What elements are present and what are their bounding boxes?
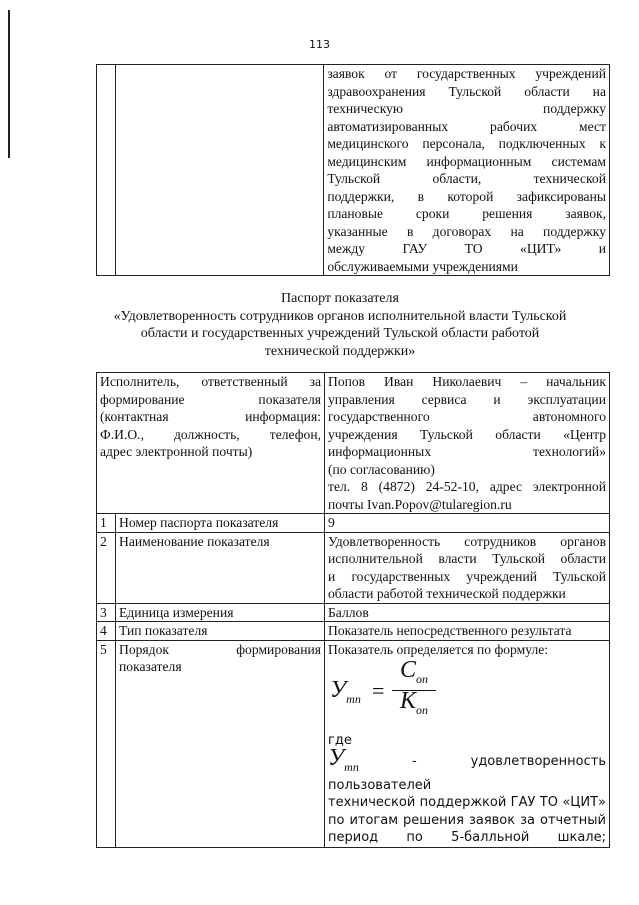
passport-heading: Паспорт показателя [281,291,399,306]
text-line: обслуживаемыми учреждениями [327,258,518,274]
table-row [97,514,610,533]
formula-fraction [392,657,436,720]
formula-intro: Показатель определяется по формуле: [328,641,549,657]
variable-symbol [328,744,359,774]
value-line: Попов Иван Николаевич – начальник [328,374,606,389]
row-label: Тип показателя [116,622,325,641]
label-line: Ф.И.О., должность, телефон, [100,426,321,442]
row-value-cell [325,532,610,603]
formula-lhs [330,677,361,708]
value-line: и государственных учреждений Тульской [328,568,606,584]
continuation-text-cell [324,65,610,276]
text-line: указанные в договорах на поддержку [327,223,606,239]
definition-line: по итогам решения заявок за отчетный [328,812,606,828]
label-line: Порядок формирования [119,641,321,657]
text-line: автоматизированных рабочих мест [327,118,606,134]
formula-numerator [392,657,436,688]
row-number: 4 [97,622,116,641]
row-label: Номер паспорта показателя [116,514,325,533]
page-number: 113 [309,38,330,51]
text-line: здравоохранения Тульской области на [327,83,606,99]
value-line: тел. 8 (4872) 24-52-10, адрес электронной [328,479,606,494]
formula-denominator [392,688,436,719]
empty-num-cell [97,65,116,276]
denominator-subscript: оп [415,703,428,718]
passport-table [96,372,610,848]
definition-line [328,744,606,795]
value-line: учреждения Тульской области «Центр [328,426,606,442]
row-value: Баллов [325,603,610,622]
passport-name-line: технической поддержки» [264,343,416,359]
text-line: медицинского персонала, подключенных к [327,136,606,151]
row-label: Наименование показателя [116,532,325,603]
passport-title [60,290,620,360]
value-line: (по согласованию) [328,461,435,477]
executor-row [97,373,610,514]
value-line: Удовлетворенность сотрудников органов [328,533,606,549]
row-number: 3 [97,603,116,622]
text-line: Тульской области, технической [327,171,606,186]
table-row [97,640,610,847]
row-label-cell [116,640,325,847]
value-line: государственного автономного [328,409,606,424]
text-line: поддержки, в которой зафиксированы [327,188,606,204]
text-line: заявок от государственных учреждений [327,66,606,81]
numerator-subscript: оп [416,671,428,686]
label-line: формирование показателя [100,391,321,407]
label-line: Исполнитель, ответственный за [100,374,321,389]
row-number: 2 [97,532,116,603]
text-line: плановые сроки решения заявок, [327,206,606,221]
where-label: где [328,733,352,748]
executor-label-cell [97,373,325,514]
row-number: 1 [97,514,116,533]
numerator-symbol: С [399,657,416,683]
table-row [97,532,610,603]
formula [328,657,606,726]
passport-name-line: области и государственных учреждений Тульской области работой [140,326,540,341]
passport-name-line: «Удовлетворенность сотрудников органов исполнительной власти Тульской [113,308,567,324]
label-line: адрес электронной почты) [100,444,253,459]
row-label: Единица измерения [116,603,325,622]
value-line: управления сервиса и эксплуатации [328,391,606,407]
definition-text: - удовлетворенность пользователей [328,753,606,793]
variable-letter: У [328,744,345,771]
label-line: (контактная информация: [100,409,321,424]
formula-lhs-symbol: У [330,677,347,703]
formula-lhs-subscript: тп [346,691,361,706]
label-line: показателя [119,659,182,674]
row-value: 9 [325,514,610,533]
formula-equals: = [372,678,385,703]
row-number: 5 [97,640,116,847]
text-line: между ГАУ ТО «ЦИТ» и [327,241,606,256]
text-line: медицинским информационным системам [327,153,606,169]
table-row [97,65,610,276]
definition-line: технической поддержкой ГАУ ТО «ЦИТ» [328,795,606,811]
denominator-symbol: К [400,688,416,715]
value-line: области работой технической поддержки [328,586,566,601]
formula-cell [325,640,610,847]
table-row [97,622,610,641]
row-value: Показатель непосредственного результата [325,622,610,641]
empty-label-cell [116,65,324,276]
text-line: техническую поддержку [327,101,606,116]
definition-line: период по 5-балльной шкале; [328,830,606,846]
value-line: исполнительной власти Тульской области [328,551,606,566]
value-line: почты Ivan.Popov@tularegion.ru [328,496,512,512]
table-row [97,603,610,622]
value-line: информационных технологий» [328,444,606,459]
executor-value-cell [325,373,610,514]
variable-subscript: тп [344,759,359,774]
continuation-table [96,64,610,276]
page-edge-line [8,10,10,158]
